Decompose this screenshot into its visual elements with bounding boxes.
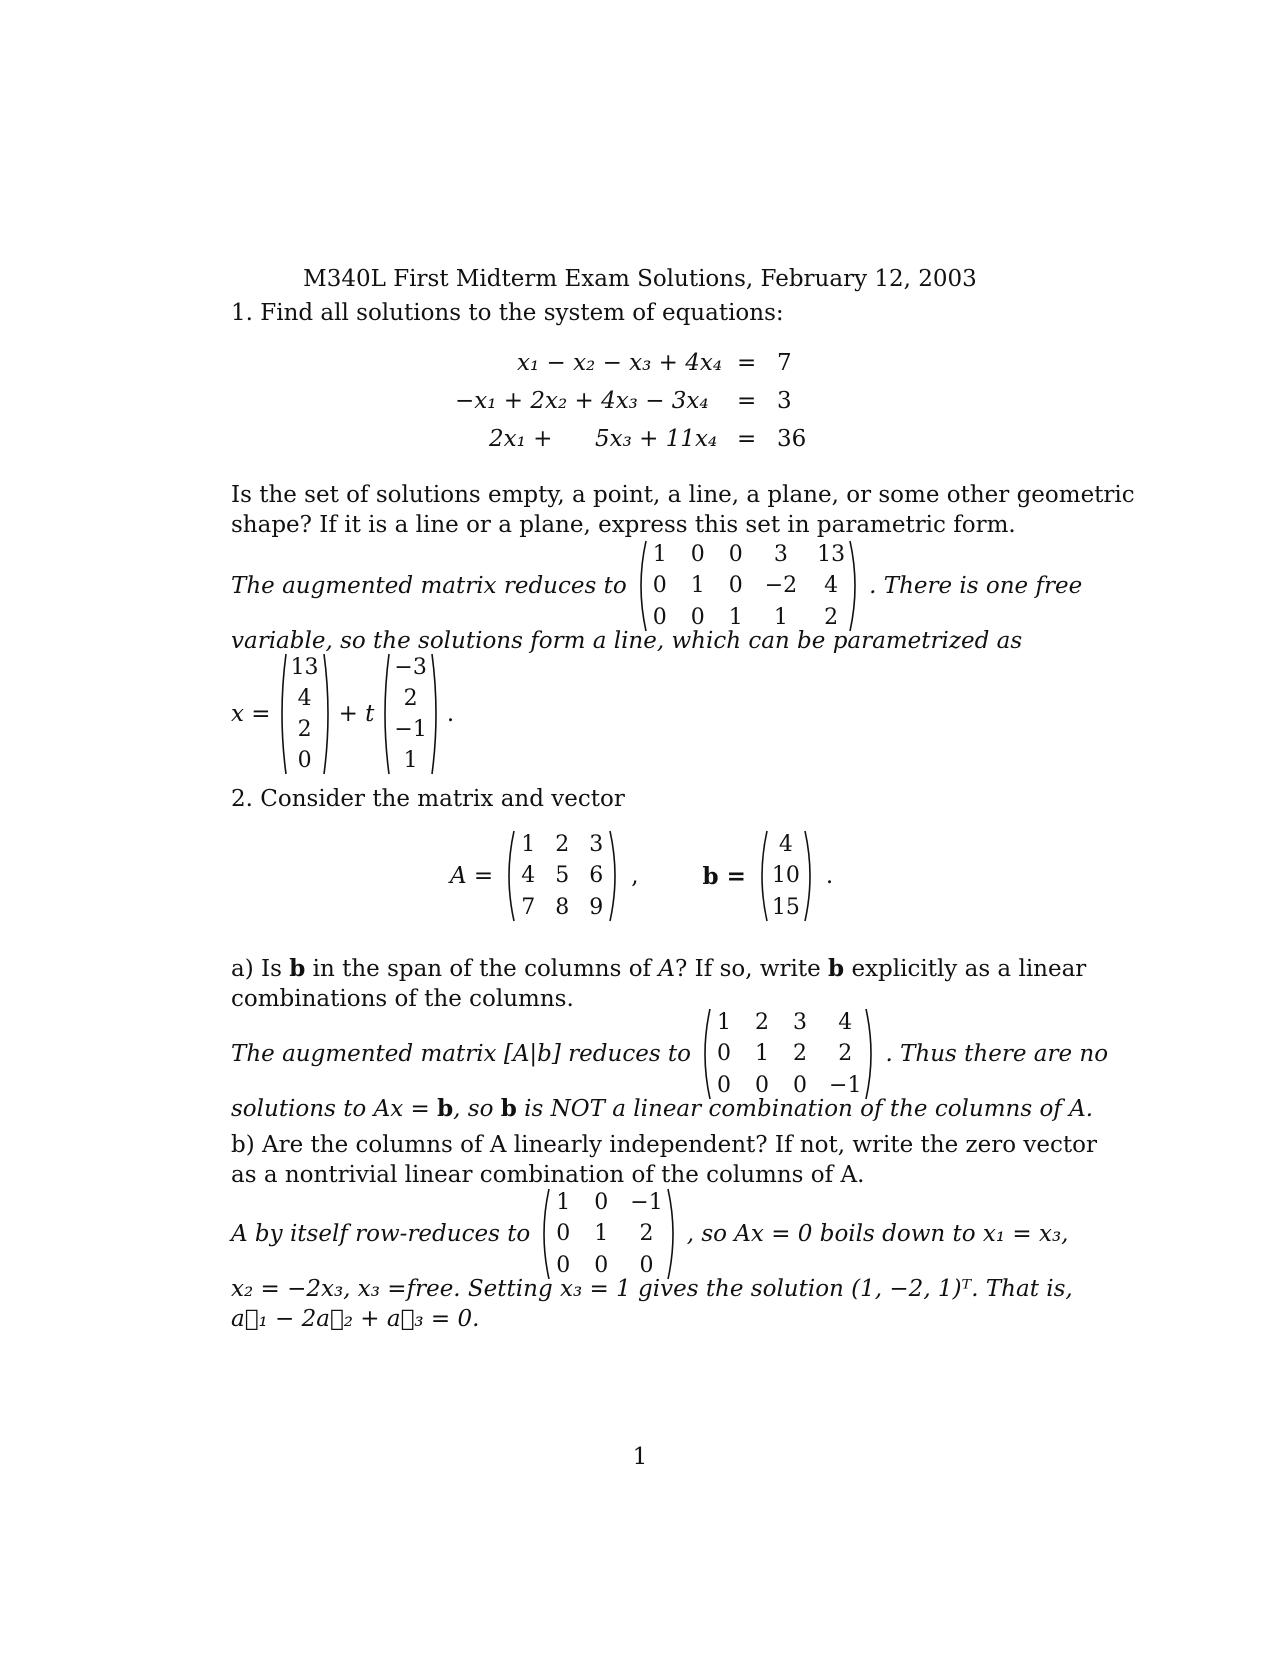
q2b-answer-suffix: , so Ax = 0 boils down to x₁ = x₃, — [686, 1221, 1069, 1247]
matrix-entry: 13 — [817, 542, 846, 568]
equation-lhs-b: 5x₃ + 11x₄ — [595, 426, 718, 452]
equation-rhs: 7 — [777, 350, 792, 376]
equation-eq: = — [737, 426, 757, 452]
equation-rhs: 3 — [777, 388, 792, 414]
matrix-entry: −1 — [829, 1072, 862, 1098]
q2a-answer-suffix: . Thus there are no — [885, 1041, 1109, 1067]
q2b-answer-prefix: A by itself row-reduces to — [231, 1221, 531, 1247]
q2b-answer-line2: x₂ = −2x₃, x₃ =free. Setting x₃ = 1 gives the solution (1, −2, 1)ᵀ. That is, — [231, 1276, 1073, 1302]
equation-lhs: −x₁ + 2x₂ + 4x₃ − 3x₄ — [455, 388, 709, 414]
param-end: . — [446, 701, 455, 727]
A-label: A = — [450, 863, 494, 889]
matrix-entry: 4 — [521, 863, 536, 889]
q1-question-line1: Is the set of solutions empty, a point, a line, a plane, or some other geometric — [231, 482, 1135, 508]
q2b-answer-line3: a⃗₁ − 2a⃗₂ + a⃗₃ = 0. — [231, 1306, 480, 1332]
param-point-grid — [287, 652, 323, 776]
q1-prompt: 1. Find all solutions to the system of equations: — [231, 300, 784, 326]
page-number: 1 — [632, 1444, 648, 1470]
matrix-entry: 0 — [728, 542, 743, 568]
vector-entry: 13 — [290, 655, 319, 680]
equation-lhs: x₁ − x₂ − x₃ + 4x₄ — [517, 350, 723, 376]
matrix-entry: 1 — [728, 604, 743, 630]
matrix-entry: 3 — [793, 1010, 808, 1036]
q2-matrix-vector — [450, 830, 833, 922]
q2a-answer-prefix: The augmented matrix [A|b] reduces to — [231, 1041, 692, 1067]
matrix-entry: 1 — [773, 604, 788, 630]
matrix-entry: 2 — [793, 1041, 808, 1067]
param-plus-t: + t — [338, 701, 375, 727]
vector-b-grid — [768, 829, 804, 923]
matrix-entry: 3 — [589, 832, 604, 858]
comma: , — [631, 863, 639, 889]
bold-b: b — [828, 955, 845, 982]
text-run: is NOT a linear combination of the columns of A. — [516, 1096, 1094, 1122]
q2a-rref-matrix — [699, 1007, 877, 1101]
matrix-entry: 7 — [521, 894, 536, 920]
matrix-entry: 2 — [824, 604, 839, 630]
equation-eq: = — [737, 350, 757, 376]
right-paren — [849, 539, 861, 633]
matrix-A — [503, 829, 621, 923]
vector-entry: 0 — [297, 748, 312, 773]
matrix-entry: 0 — [755, 1072, 770, 1098]
q1-answer-line — [231, 540, 1082, 632]
vector-entry: 1 — [403, 748, 418, 773]
matrix-entry: 2 — [555, 832, 570, 858]
matrix-entry: 0 — [717, 1072, 732, 1098]
matrix-entry: 0 — [594, 1252, 609, 1278]
matrix-entry: 2 — [755, 1010, 770, 1036]
matrix-entry: 0 — [652, 573, 667, 599]
italic-A: A — [658, 956, 676, 982]
equation-lhs-a: 2x₁ + — [489, 426, 553, 452]
matrix-entry: 1 — [717, 1010, 732, 1036]
q2b-answer-line — [231, 1188, 1069, 1280]
matrix-entry: 0 — [793, 1072, 808, 1098]
vector-entry: 4 — [778, 832, 793, 858]
matrix-entry: 0 — [556, 1221, 571, 1247]
matrix-entry: 0 — [652, 604, 667, 630]
matrix-entry: 2 — [639, 1221, 654, 1247]
matrix-entry: 4 — [824, 573, 839, 599]
matrix-entry: 3 — [773, 542, 788, 568]
q1-answer-line2: variable, so the solutions form a line, which can be parametrized as — [231, 628, 1023, 654]
vector-entry: 4 — [297, 686, 312, 711]
q2b-line1: b) Are the columns of A linearly independent? If not, write the zero vector — [231, 1132, 1097, 1158]
matrix-entry: 0 — [690, 604, 705, 630]
matrix-entry: 0 — [717, 1041, 732, 1067]
text-run: solutions to Ax = — [231, 1096, 438, 1122]
matrix-entry: 1 — [690, 573, 705, 599]
matrix-entry: −1 — [630, 1190, 663, 1216]
matrix-entry: 1 — [556, 1190, 571, 1216]
vector-entry: 2 — [403, 686, 418, 711]
matrix-entry: 0 — [728, 573, 743, 599]
matrix-entry: 0 — [594, 1190, 609, 1216]
left-paren — [635, 539, 647, 633]
text-run: ? If so, write — [675, 956, 829, 982]
vector-entry: 2 — [297, 717, 312, 742]
matrix-entry: 1 — [652, 542, 667, 568]
vector-entry: −3 — [394, 655, 427, 680]
matrix-entry: 0 — [639, 1252, 654, 1278]
matrix-entry: 9 — [589, 894, 604, 920]
b-label: b = — [702, 862, 746, 890]
matrix-entry: 1 — [755, 1041, 770, 1067]
text-run: a) Is — [231, 956, 290, 982]
page-title: M340L First Midterm Exam Solutions, February 12, 2003 — [303, 266, 977, 292]
q1-question-line2: shape? If it is a line or a plane, express this set in parametric form. — [231, 512, 1016, 538]
matrix-entry: 6 — [589, 863, 604, 889]
q2a-line1 — [231, 954, 1086, 984]
bold-b: b — [289, 955, 306, 982]
q1-answer-prefix: The augmented matrix reduces to — [231, 573, 627, 599]
matrix-entry: 5 — [555, 863, 570, 889]
matrix-entry: 4 — [838, 1010, 853, 1036]
q1-rref-matrix — [635, 539, 861, 633]
vector-entry: −1 — [394, 717, 427, 742]
q2b-line2: as a nontrivial linear combination of the columns of A. — [231, 1162, 865, 1188]
vector-b — [756, 829, 816, 923]
matrix-entry: 0 — [556, 1252, 571, 1278]
param-lhs: x = — [231, 701, 271, 727]
q2a-line2: combinations of the columns. — [231, 986, 574, 1012]
vector-entry: 15 — [771, 894, 800, 920]
matrix-entry: 1 — [521, 832, 536, 858]
param-point-vector — [277, 652, 333, 776]
text-run: explicitly as a linear — [844, 956, 1087, 982]
q2-prompt: 2. Consider the matrix and vector — [231, 786, 625, 812]
q2b-rref-grid — [550, 1187, 666, 1281]
param-direction-grid — [390, 652, 430, 776]
q2a-rref-grid — [711, 1007, 865, 1101]
text-run: , so — [453, 1096, 501, 1122]
q2a-answer-line2 — [231, 1094, 1093, 1124]
q2b-rref-matrix — [538, 1187, 678, 1281]
vector-entry: 10 — [771, 863, 800, 889]
matrix-entry: 8 — [555, 894, 570, 920]
q1-parametric-form — [231, 652, 454, 776]
text-run: in the span of the columns of — [305, 956, 659, 982]
b-end: . — [825, 863, 834, 889]
matrix-entry: −2 — [764, 573, 798, 599]
param-direction-vector — [380, 652, 440, 776]
matrix-A-grid — [515, 829, 609, 923]
equation-rhs: 36 — [777, 426, 807, 452]
matrix-entry: 0 — [690, 542, 705, 568]
matrix-entry: 1 — [594, 1221, 609, 1247]
bold-b: b — [500, 1095, 517, 1122]
q1-rref-grid — [647, 539, 849, 633]
q1-answer-suffix: . There is one free — [869, 573, 1083, 599]
bold-b: b — [437, 1095, 454, 1122]
q2a-answer-line — [231, 1008, 1108, 1100]
matrix-entry: 2 — [838, 1041, 853, 1067]
equation-eq: = — [737, 388, 757, 414]
